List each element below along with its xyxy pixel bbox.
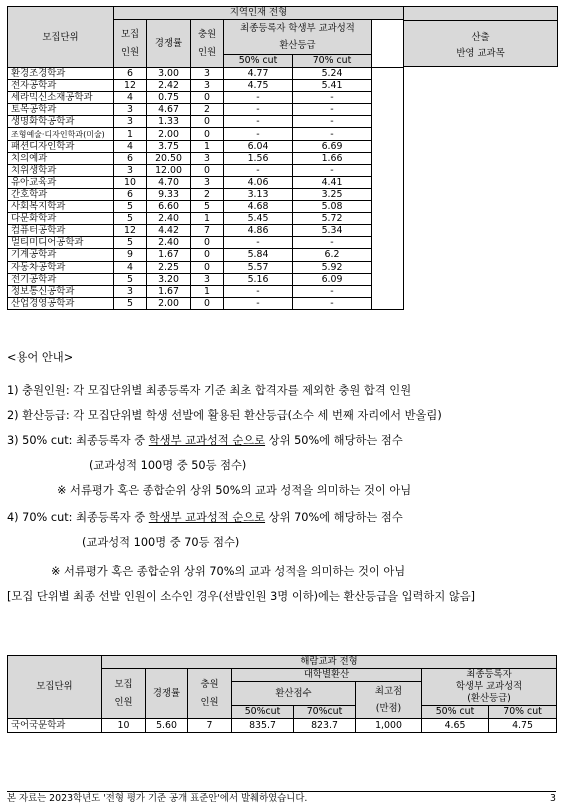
row-quota-cell: 3	[114, 116, 147, 128]
row-rate-cell: 3.20	[147, 273, 191, 285]
row-refill-cell: 0	[191, 261, 224, 273]
term-cut70-note: ※ 서류평가 혹은 종합순위 상위 70%의 교과 성적을 의미하는 것이 아님	[51, 565, 406, 578]
table-row	[8, 152, 404, 164]
row-cut50-cell: -	[224, 237, 293, 249]
row-cut50-cell: -	[224, 285, 293, 297]
row-refill-cell: 0	[191, 92, 224, 104]
row-cut50-cell: -	[224, 116, 293, 128]
row-refill-cell: 0	[191, 237, 224, 249]
row-rate-cell: 2.42	[147, 80, 191, 92]
term-cut50-underline: 학생부 교과성적 순으로	[148, 434, 266, 447]
row-quota-cell: 6	[114, 68, 147, 80]
row-quota-cell: 5	[114, 237, 147, 249]
row-quota-cell: 1	[114, 128, 147, 140]
row-rate-cell: 1.33	[147, 116, 191, 128]
row-cut50-cell: 4.75	[224, 80, 293, 92]
row-dept-cell: 치위생학과	[8, 164, 114, 176]
row-quota-cell: 4	[114, 261, 147, 273]
row-quota-cell: 5	[114, 273, 147, 285]
row-cut50-cell: -	[224, 128, 293, 140]
term-cut70-post: 상위 70%에 해당하는 점수	[265, 511, 403, 524]
table-row	[8, 188, 404, 200]
row-quota-cell: 12	[114, 225, 147, 237]
row-cut70-cell: -	[293, 164, 372, 176]
term-cut50	[7, 434, 403, 448]
haeram-table	[7, 655, 557, 733]
row-rate-cell: 12.00	[147, 164, 191, 176]
row-refill-cell: 3	[191, 80, 224, 92]
row-quota-cell: 4	[114, 140, 147, 152]
track-header: 지역인재 전형	[114, 7, 404, 20]
row-cut70-cell: 6.09	[293, 273, 372, 285]
row-rate-cell: 1.67	[147, 249, 191, 261]
cut70-header: 70% cut	[293, 55, 372, 68]
row-cut50-cell: 3.13	[224, 188, 293, 200]
row-cut50-cell: 5.84	[224, 249, 293, 261]
row-rate-cell: 2.00	[147, 297, 191, 309]
t2-cut70-header: 70%cut	[294, 706, 356, 719]
row-rate-cell: 0.75	[147, 92, 191, 104]
row-dept-cell: 정보통신공학과	[8, 285, 114, 297]
table-row	[8, 249, 404, 261]
row-dept-cell: 간호학과	[8, 188, 114, 200]
row-refill-cell: 3	[191, 68, 224, 80]
table-row	[8, 92, 404, 104]
row-refill-cell: 3	[191, 152, 224, 164]
row-dept-cell: 기계공학과	[8, 249, 114, 261]
t2-refill-cell: 7	[188, 719, 232, 733]
t2-univ-conv-header: 대학별환산	[232, 669, 422, 682]
table-row	[8, 273, 404, 285]
term-cut70-pre: 4) 70% cut: 최종등록자 중	[7, 511, 149, 524]
table-row	[8, 80, 404, 92]
row-rate-cell: 2.00	[147, 128, 191, 140]
row-rate-cell: 4.42	[147, 225, 191, 237]
table-row	[8, 237, 404, 249]
t2-rate-cell: 5.60	[146, 719, 188, 733]
table-row	[8, 104, 404, 116]
t2-grade-cut70-header: 70% cut	[489, 706, 557, 719]
term-refill: 1) 충원인원: 각 모집단위별 최종등록자 기준 최초 합격자를 제외한 충원 합격 인원	[7, 384, 412, 397]
row-rate-cell: 6.60	[147, 201, 191, 213]
table-row	[8, 213, 404, 225]
row-refill-cell: 5	[191, 201, 224, 213]
row-dept-cell: 산업경영공학과	[8, 297, 114, 309]
table-row	[8, 719, 557, 733]
t2-conv-score-header: 환산점수	[232, 682, 356, 706]
row-cut70-cell: -	[293, 92, 372, 104]
row-cut50-cell: -	[224, 164, 293, 176]
row-cut70-cell: 6.2	[293, 249, 372, 261]
row-cut70-cell: 5.41	[293, 80, 372, 92]
row-cut70-cell: 5.24	[293, 68, 372, 80]
row-refill-cell: 0	[191, 116, 224, 128]
row-cut50-cell: 5.45	[224, 213, 293, 225]
row-cut50-cell: 4.86	[224, 225, 293, 237]
t2-grade50-cell: 4.65	[422, 719, 489, 733]
competition-header: 경쟁률	[147, 20, 191, 68]
courses-header-label: 산출 반영 교과목	[456, 32, 505, 59]
row-quota-cell: 5	[114, 297, 147, 309]
row-dept-cell: 패션디자인학과	[8, 140, 114, 152]
regional-talent-table	[7, 6, 404, 310]
t2-dept-header: 모집단위	[8, 656, 102, 719]
row-cut70-cell: -	[293, 297, 372, 309]
row-refill-cell: 3	[191, 273, 224, 285]
row-quota-cell: 5	[114, 201, 147, 213]
table-row	[8, 164, 404, 176]
row-rate-cell: 9.33	[147, 188, 191, 200]
row-dept-cell: 세라믹신소재공학과	[8, 92, 114, 104]
row-cut50-cell: 4.06	[224, 176, 293, 188]
table-row	[8, 140, 404, 152]
terms-bracket-note: [모집 단위별 최종 선발 인원이 소수인 경우(선발인원 3명 이하)에는 환산등급을 입력하지 않음]	[7, 590, 476, 603]
t2-track-header: 해람교과 전형	[102, 656, 557, 669]
terms-title: <용어 안내>	[7, 351, 74, 364]
row-cut70-cell: 6.69	[293, 140, 372, 152]
term-cut50-post: 상위 50%에 해당하는 점수	[265, 434, 403, 447]
term-conversion: 2) 환산등급: 각 모집단위별 학생 선발에 활용된 환산등급(소수 세 번째 자리에서 반올림)	[7, 409, 442, 422]
footer-source-note: 본 자료는 2023학년도 '전형 평가 기준 공개 표준안'에서 발췌하였습니다.	[7, 793, 308, 804]
t2-competition-header: 경쟁률	[146, 669, 188, 719]
row-cut50-cell: 5.57	[224, 261, 293, 273]
table-row	[8, 201, 404, 213]
term-cut50-note: ※ 서류평가 혹은 종합순위 상위 50%의 교과 성적을 의미하는 것이 아님	[57, 484, 412, 497]
row-quota-cell: 9	[114, 249, 147, 261]
row-dept-cell: 자동차공학과	[8, 261, 114, 273]
row-quota-cell: 12	[114, 80, 147, 92]
row-dept-cell: 멀티미디어공학과	[8, 237, 114, 249]
table-row	[8, 285, 404, 297]
row-dept-cell: 환경조경학과	[8, 68, 114, 80]
row-cut70-cell: -	[293, 116, 372, 128]
term-cut70-example: (교과성적 100명 중 70등 점수)	[82, 536, 240, 549]
row-quota-cell: 3	[114, 104, 147, 116]
row-cut70-cell: -	[293, 128, 372, 140]
row-cut50-cell: 5.16	[224, 273, 293, 285]
t2-dept-cell: 국어국문학과	[8, 719, 102, 733]
t2-score70-cell: 823.7	[294, 719, 356, 733]
row-refill-cell: 1	[191, 213, 224, 225]
row-dept-cell: 전기공학과	[8, 273, 114, 285]
row-refill-cell: 2	[191, 104, 224, 116]
t2-grade-cut50-header: 50% cut	[422, 706, 489, 719]
row-cut70-cell: -	[293, 285, 372, 297]
row-refill-cell: 7	[191, 225, 224, 237]
table-row	[8, 225, 404, 237]
table-row	[8, 128, 404, 140]
row-cut70-cell: 1.66	[293, 152, 372, 164]
dept-header: 모집단위	[8, 7, 114, 68]
row-cut70-cell: 4.41	[293, 176, 372, 188]
t2-cut50-header: 50%cut	[232, 706, 294, 719]
row-cut70-cell: 5.92	[293, 261, 372, 273]
row-dept-cell: 토목공학과	[8, 104, 114, 116]
row-quota-cell: 6	[114, 152, 147, 164]
row-quota-cell: 3	[114, 285, 147, 297]
t2-max-score-header: 최고점 (만점)	[356, 682, 422, 719]
t2-score50-cell: 835.7	[232, 719, 294, 733]
term-cut50-pre: 3) 50% cut: 최종등록자 중	[7, 434, 149, 447]
row-dept-cell: 조형예술·디자인학과(미술)	[8, 128, 114, 140]
row-dept-cell: 전자공학과	[8, 80, 114, 92]
row-refill-cell: 0	[191, 164, 224, 176]
t2-grade70-cell: 4.75	[489, 719, 557, 733]
row-dept-cell: 생명화학공학과	[8, 116, 114, 128]
row-cut50-cell: -	[224, 104, 293, 116]
row-dept-cell: 치의예과	[8, 152, 114, 164]
table-row	[8, 176, 404, 188]
row-refill-cell: 0	[191, 249, 224, 261]
row-refill-cell: 1	[191, 285, 224, 297]
row-courses-cell	[372, 68, 404, 310]
cut50-header: 50% cut	[224, 55, 293, 68]
row-quota-cell: 6	[114, 188, 147, 200]
page-number: 3	[550, 793, 556, 804]
row-refill-cell: 2	[191, 188, 224, 200]
row-cut70-cell: 5.34	[293, 225, 372, 237]
row-cut70-cell: -	[293, 237, 372, 249]
row-cut50-cell: 6.04	[224, 140, 293, 152]
t2-max-cell: 1,000	[356, 719, 422, 733]
row-rate-cell: 4.67	[147, 104, 191, 116]
row-cut50-cell: -	[224, 297, 293, 309]
t2-final-grade-header: 최종등록자 학생부 교과성적 (환산등급)	[422, 669, 557, 706]
row-cut70-cell: 5.72	[293, 213, 372, 225]
row-refill-cell: 3	[191, 176, 224, 188]
row-rate-cell: 2.25	[147, 261, 191, 273]
row-dept-cell: 컴퓨터공학과	[8, 225, 114, 237]
t2-refill-header: 충원 인원	[188, 669, 232, 719]
row-cut70-cell: 3.25	[293, 188, 372, 200]
t2-quota-cell: 10	[102, 719, 146, 733]
row-rate-cell: 2.40	[147, 237, 191, 249]
row-dept-cell: 사회복지학과	[8, 201, 114, 213]
row-rate-cell: 3.75	[147, 140, 191, 152]
table-row	[8, 261, 404, 273]
row-cut70-cell: 5.08	[293, 201, 372, 213]
page-footer	[7, 791, 556, 806]
row-refill-cell: 1	[191, 140, 224, 152]
term-cut50-example: (교과성적 100명 중 50등 점수)	[89, 459, 247, 472]
row-quota-cell: 4	[114, 92, 147, 104]
row-dept-cell: 다문화학과	[8, 213, 114, 225]
term-cut70-underline: 학생부 교과성적 순으로	[148, 511, 266, 524]
row-dept-cell: 유아교육과	[8, 176, 114, 188]
refill-header: 충원 인원	[191, 20, 224, 68]
row-rate-cell: 3.00	[147, 68, 191, 80]
row-cut50-cell: 1.56	[224, 152, 293, 164]
quota-header: 모집 인원	[114, 20, 147, 68]
row-rate-cell: 20.50	[147, 152, 191, 164]
row-quota-cell: 5	[114, 213, 147, 225]
row-rate-cell: 1.67	[147, 285, 191, 297]
row-quota-cell: 10	[114, 176, 147, 188]
t2-quota-header: 모집 인원	[102, 669, 146, 719]
term-cut70	[7, 511, 403, 525]
final-grade-header: 최종등록자 학생부 교과성적 환산등급	[224, 20, 372, 55]
row-rate-cell: 4.70	[147, 176, 191, 188]
table-row	[8, 68, 404, 80]
row-rate-cell: 2.40	[147, 213, 191, 225]
table-row	[8, 297, 404, 309]
row-refill-cell: 0	[191, 297, 224, 309]
row-quota-cell: 3	[114, 164, 147, 176]
courses-header-cell	[403, 6, 558, 67]
row-cut50-cell: 4.77	[224, 68, 293, 80]
row-cut50-cell: -	[224, 92, 293, 104]
row-cut50-cell: 4.68	[224, 201, 293, 213]
row-refill-cell: 0	[191, 128, 224, 140]
row-cut70-cell: -	[293, 104, 372, 116]
table-row	[8, 116, 404, 128]
